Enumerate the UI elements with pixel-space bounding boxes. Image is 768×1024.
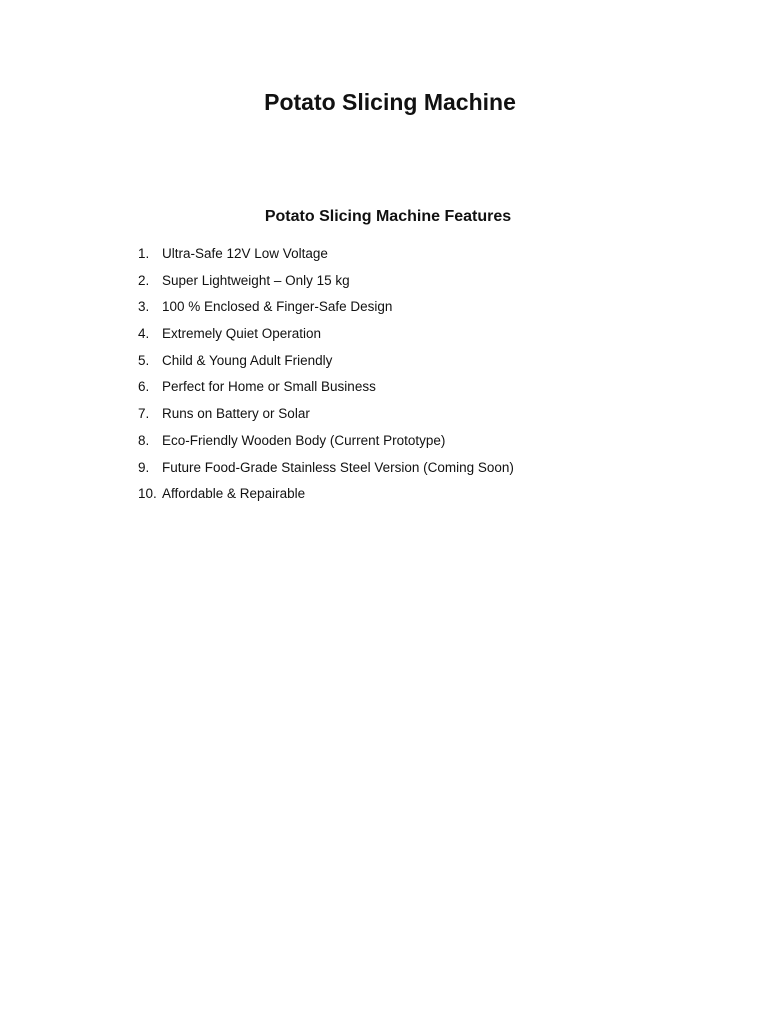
- list-item-text: Runs on Battery or Solar: [162, 406, 310, 422]
- page-title: Potato Slicing Machine: [264, 89, 516, 115]
- list-item-number: 6.: [138, 379, 150, 395]
- list-item-text: Super Lightweight – Only 15 kg: [162, 272, 350, 288]
- list-item-number: 10.: [138, 486, 157, 502]
- list-item-text: 100 % Enclosed & Finger-Safe Design: [162, 299, 393, 315]
- list-item-text: Affordable & Repairable: [162, 486, 306, 502]
- list-item: [138, 269, 698, 296]
- list-item: [138, 322, 698, 349]
- list-item-text: Child & Young Adult Friendly: [162, 352, 333, 368]
- list-item: [138, 456, 698, 483]
- list-item-number: 7.: [138, 406, 150, 422]
- list-item-text: Extremely Quiet Operation: [162, 326, 322, 342]
- list-item-text: Ultra-Safe 12V Low Voltage: [162, 246, 328, 261]
- feature-list: [138, 242, 698, 509]
- list-item: [138, 295, 698, 322]
- list-item-number: 8.: [138, 432, 150, 448]
- list-item-text: Perfect for Home or Small Business: [162, 379, 376, 395]
- list-item: [138, 429, 698, 456]
- list-item-number: 3.: [138, 299, 150, 315]
- list-item: [138, 482, 698, 509]
- list-item: [138, 375, 698, 402]
- list-item-number: 9.: [138, 459, 150, 475]
- list-item: [138, 402, 698, 429]
- list-item-text: Eco-Friendly Wooden Body (Current Prototype): [162, 432, 446, 448]
- list-item: [138, 242, 698, 269]
- list-item-text: Future Food-Grade Stainless Steel Version (Coming Soon): [162, 459, 514, 475]
- section-heading: Potato Slicing Machine Features: [264, 208, 512, 225]
- list-item-number: 4.: [138, 326, 150, 342]
- list-item: [138, 349, 698, 376]
- list-item-number: 1.: [138, 246, 150, 261]
- list-item-number: 5.: [138, 352, 150, 368]
- list-item-number: 2.: [138, 272, 150, 288]
